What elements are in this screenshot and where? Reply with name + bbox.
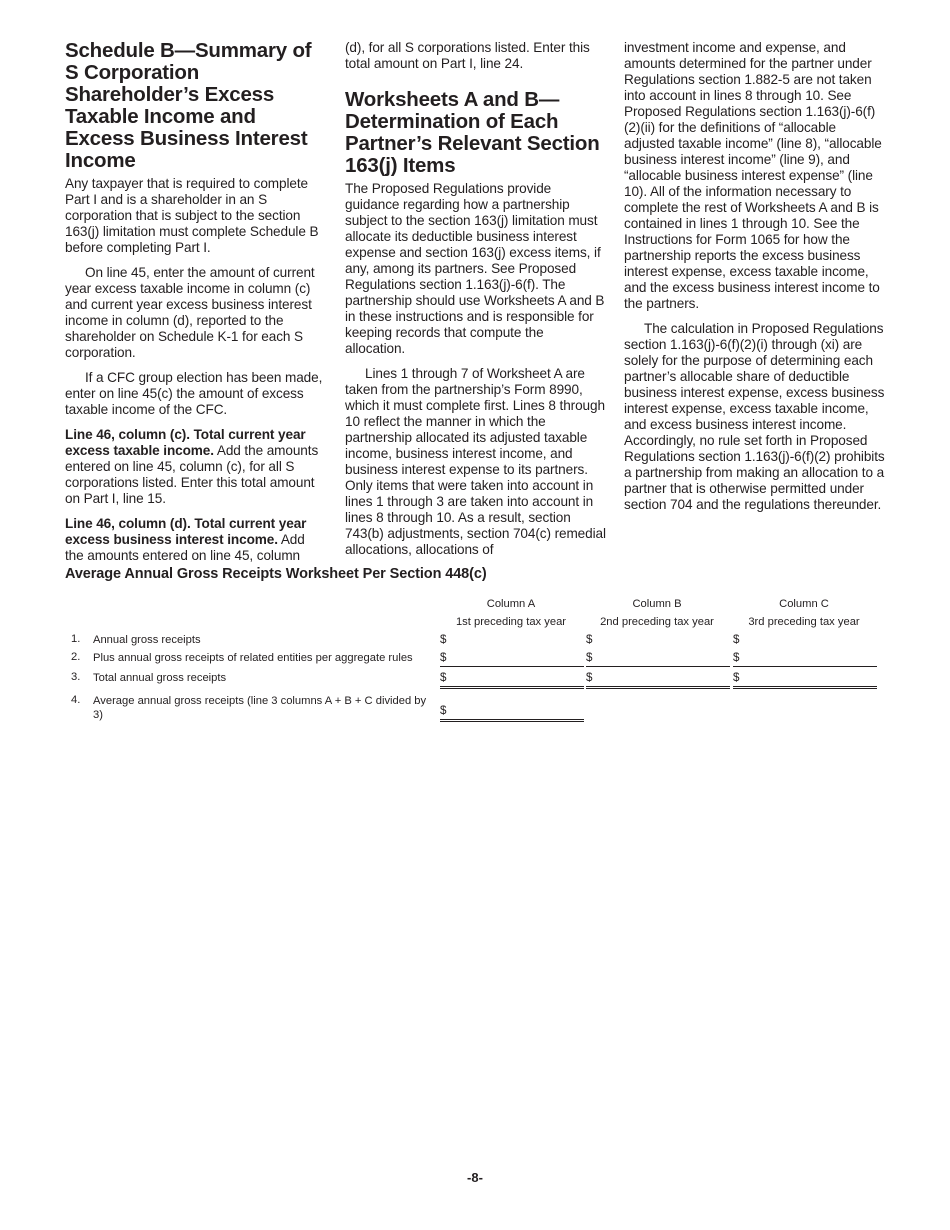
row4-average-field[interactable] xyxy=(440,704,584,722)
row-number: 2. xyxy=(71,651,81,663)
dollar-sign: $ xyxy=(440,633,447,646)
row2-column-b-field[interactable] xyxy=(586,651,730,667)
row-label: Plus annual gross receipts of related entities per aggregate rules xyxy=(93,652,413,664)
worksheet-a-lines: Lines 1 through 7 of Worksheet A are taken from the partnership’s Form 8990, which it must complete first. Lines 8 through 10 reflect the manner in which the partnership allocated its adjusted taxable income, business interest income, and business interest expense to its partners. Only items that were taken into account in lines 1 through 3 are taken into account in lines 8 through 10. As a result, section 743(b) adjustments, section 704(c) remedial allocations, allocations of xyxy=(345,366,606,557)
dollar-sign: $ xyxy=(586,651,593,664)
column-a-header: Column A xyxy=(486,598,536,610)
row-label: Total annual gross receipts xyxy=(93,672,227,684)
worksheets-heading: Worksheets A and B—Determination of Each Partner’s Relevant Section 163(j) Items xyxy=(345,88,600,177)
row3-column-b-field[interactable] xyxy=(586,671,730,689)
worksheet-continued: investment income and expense, and amounts determined for the partner under Regulations section 1.882-5 are not taken into account in lines 8 through 10. See Proposed Regulations section 1.163(j)-6(f)(2)(ii) for the definitions of “allocable adjusted taxable income” (line 8), “allocable business interest income” (line 9), and “allocable business interest expense” (line 10). All of the information necessary to complete the rest of Worksheets A and B is contained in lines 1 through 10. See the Instructions for Form 1065 for how the partnership reports the excess business interest expense, excess taxable income, and the excess business interest income to the partners. xyxy=(624,40,882,311)
line-45-instructions: On line 45, enter the amount of current year excess taxable income in column (c) and current year excess business interest income in column (d), reported to the shareholder on Schedule K-1 for each S corporation. xyxy=(65,265,315,360)
row-number: 1. xyxy=(71,633,81,645)
row2-column-c-field[interactable] xyxy=(733,651,877,667)
dollar-sign: $ xyxy=(440,704,447,717)
line-46d-text: Add the amounts entered on line 45, column xyxy=(65,532,305,563)
column-b-header: Column B xyxy=(632,598,682,610)
line-46d-continued: (d), for all S corporations listed. Enter this total amount on Part I, line 24. xyxy=(345,40,590,71)
row2-column-a-field[interactable] xyxy=(440,651,584,667)
row-number: 4. xyxy=(71,694,81,706)
row-label: Annual gross receipts xyxy=(93,634,201,646)
column-a-subheader: 1st preceding tax year xyxy=(455,616,567,628)
column-c-header: Column C xyxy=(779,598,829,610)
row3-column-c-field[interactable] xyxy=(733,671,877,689)
calculation-note: The calculation in Proposed Regulations section 1.163(j)-6(f)(2)(i) through (xi) are solely for the purpose of determining each partner’s allocable share of deductible business interest expense, excess business interest expense, excess taxable income, and excess business interest income. Accordingly, no rule set forth in Proposed Regulations section 1.163(j)-6(f)(2) prohibits a partnership from making an allocation to a partner that is otherwise permitted under section 704 and the regulations thereunder. xyxy=(624,321,885,512)
gross-receipts-worksheet xyxy=(65,566,885,721)
dollar-sign: $ xyxy=(586,633,593,646)
row3-column-a-field[interactable] xyxy=(440,671,584,689)
line-46c-paragraph xyxy=(65,427,325,507)
worksheets-intro: The Proposed Regulations provide guidance regarding how a partnership subject to the section 163(j) limitation must allocate its deductible business interest expense and section 163(j) excess items, if any, among its partners. See Proposed Regulations section 1.163(j)-6(f). The partnership should use Worksheets A and B in these instructions and is responsible for keeping records that compute the allocation. xyxy=(345,181,605,356)
middle-column xyxy=(345,40,607,567)
page-number: -8- xyxy=(467,1170,483,1185)
line-46c-heading: Line 46, column (c). Total current year excess taxable income. xyxy=(65,427,306,458)
line-46d-paragraph xyxy=(65,516,325,564)
dollar-sign: $ xyxy=(733,651,740,664)
column-b-subheader: 2nd preceding tax year xyxy=(600,616,714,628)
row1-column-c-field[interactable] xyxy=(733,633,877,648)
schedule-b-intro: Any taxpayer that is required to complete Part I and is a shareholder in an S corporation that is subject to the section 163(j) limitation must complete Schedule B before completing Part I. xyxy=(65,176,319,255)
dollar-sign: $ xyxy=(733,633,740,646)
right-column xyxy=(624,40,888,522)
cfc-election-note: If a CFC group election has been made, enter on line 45(c) the amount of excess taxable income of the CFC. xyxy=(65,370,323,417)
dollar-sign: $ xyxy=(586,671,593,684)
dollar-sign: $ xyxy=(733,671,740,684)
worksheet-title: Average Annual Gross Receipts Worksheet Per Section 448(c) xyxy=(65,566,487,582)
row1-column-a-field[interactable] xyxy=(440,633,584,648)
column-c-subheader: 3rd preceding tax year xyxy=(748,616,860,628)
dollar-sign: $ xyxy=(440,651,447,664)
row-number: 3. xyxy=(71,671,81,683)
schedule-b-heading: Schedule B—Summary of S Corporation Shareholder’s Excess Taxable Income and Excess Business Interest Income xyxy=(65,39,312,172)
line-46c-text: Add the amounts entered on line 45, column (c), for all S corporations listed. Enter this total amount on Part I, line 15. xyxy=(65,443,319,506)
row-label: Average annual gross receipts (line 3 columns A + B + C divided by 3) xyxy=(93,695,427,721)
dollar-sign: $ xyxy=(440,671,447,684)
row1-column-b-field[interactable] xyxy=(586,633,730,648)
left-column xyxy=(65,40,325,573)
line-46d-heading: Line 46, column (d). Total current year excess business interest income. xyxy=(65,516,307,547)
